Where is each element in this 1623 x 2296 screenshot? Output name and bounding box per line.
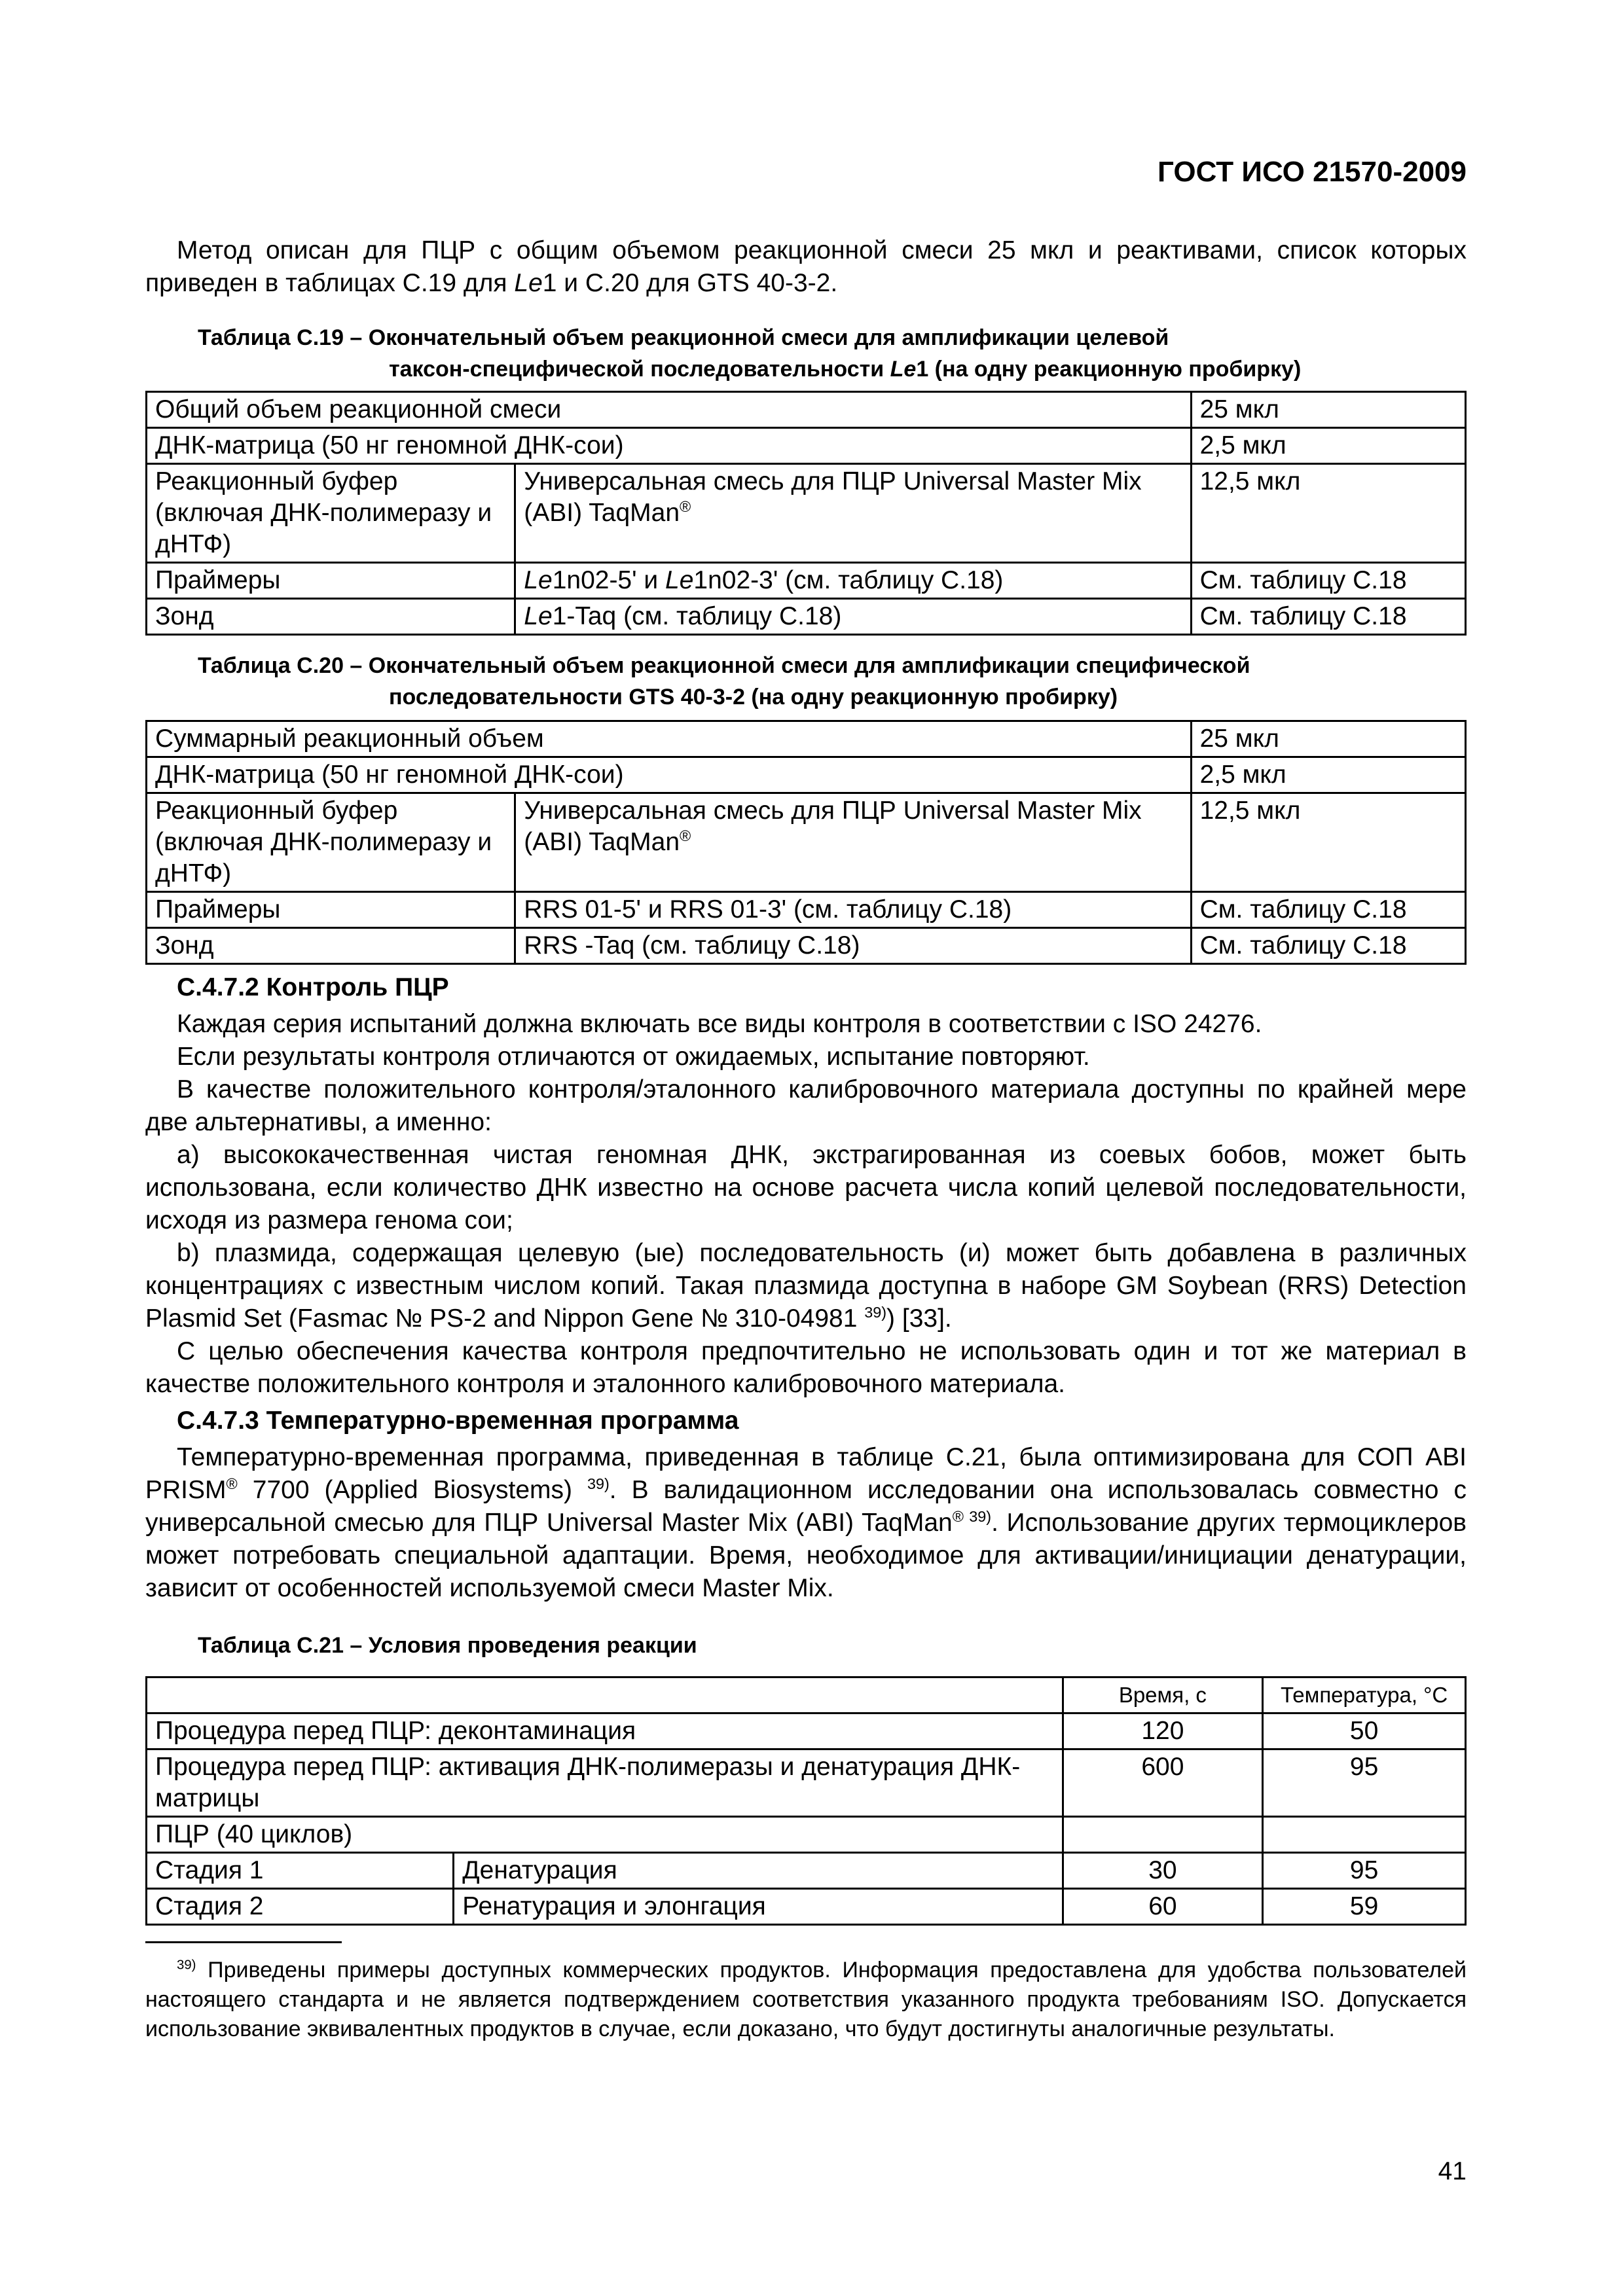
section-heading: С.4.7.3 Температурно-временная программа (177, 1407, 739, 1435)
document-id-header: ГОСТ ИСО 21570-2009 (1157, 156, 1467, 188)
table-c21 (145, 1676, 1467, 1926)
table-row: Процедура перед ПЦР: деконтаминация 120 50 (147, 1713, 1466, 1749)
table-row: Реакционный буфер (включая ДНК-полимеразу и дНТФ) Универсальная смесь для ПЦР Universal Master Mix (ABI) TaqMan® 12,5 мкл (147, 793, 1466, 892)
table-row: ПЦР (40 циклов) (147, 1817, 1466, 1853)
table-c20-caption: Таблица С.20 – Окончательный объем реакционной смеси для амплификации специфической последовательности GTS 40-3-2 (на одну реакционную пробирку) (198, 653, 1250, 709)
table-header-row: Время, с Температура, °С (147, 1677, 1466, 1713)
table-row: Праймеры RRS 01-5' и RRS 01-3' (см. таблицу С.18) См. таблицу С.18 (147, 892, 1466, 928)
table-row: Общий объем реакционной смеси 25 мкл (147, 392, 1466, 428)
footnote: $^{39)}$ Приведены примеры доступных коммерческих продуктов. Информация предоставлена для удобства пользователей настоящего стандарта и не является подтверждением соответствия указанного продукта требованиям ISO. Допускается использование эквивалентных продуктов в случае, если доказано, что будут достигнуты аналогичные результаты. (145, 1958, 1467, 2041)
section-c472: С.4.7.2 Контроль ПЦР Каждая серия испытаний должна включать все виды контроля в соответствии с ISO 24276. Если результаты контроля отличаются от ожидаемых, испытание повторяют. В качестве положительного контроля/эталонного калибровочного материала доступны по крайней мере две альтернативы, а именно: а) высококачественная чистая геномная ДНК, экстрагированная из соевых бобов, может быть использована, если количество ДНК известно на основе расчета числа копий целевой последовательности, исходя из размера генома сои; b) плазмида, содержащая целевую (ые) последовательность (и) может быть добавлена в различных концентрациях с известным числом копий. Такая плазмида доступна в наборе GM Soybean (RRS) Detection Plasmid Set (Fasmac № PS-2 and Nippon Gene № 310-04981 $^{39)}$) [33]. С целью обеспечения качества контроля предпочтительно не использовать один и тот же материал в качестве положительного контроля и эталонного калибровочного материала. (145, 971, 1467, 1401)
table-c21-caption: Таблица С.21 – Условия проведения реакции (198, 1633, 697, 1658)
table-row: Суммарный реакционный объем 25 мкл (147, 721, 1466, 757)
table-row: Реакционный буфер (включая ДНК-полимеразу и дНТФ) Универсальная смесь для ПЦР Universal Master Mix (ABI) TaqMan® 12,5 мкл (147, 464, 1466, 563)
table-row: Зонд RRS -Taq (см. таблицу С.18) См. таблицу С.18 (147, 928, 1466, 964)
table-row: Стадия 1 Денатурация 30 95 (147, 1853, 1466, 1889)
footnote-divider (145, 1941, 342, 1943)
table-row: Зонд Le1-Taq (см. таблицу С.18) См. таблицу С.18 (147, 599, 1466, 635)
table-row: ДНК-матрица (50 нг геномной ДНК-сои) 2,5 мкл (147, 428, 1466, 464)
table-row: Стадия 2 Ренатурация и элонгация 60 59 (147, 1889, 1466, 1925)
section-heading: С.4.7.2 Контроль ПЦР (177, 973, 449, 1001)
table-c20 (145, 720, 1467, 965)
page-number: 41 (1438, 2157, 1467, 2185)
table-c19 (145, 391, 1467, 636)
section-c473: С.4.7.3 Температурно-временная программа Температурно-временная программа, приведенная в таблице С.21, была оптимизирована для СОП ABI PRISM® 7700 (Applied Biosystems) $^{39)}$. В валидационном исследовании она использовалась совместно с универсальной смесью для ПЦР Universal Master Mix (ABI) TaqMan$^{® 39)}$. Использование других термоциклеров может потребовать специальной адаптации. Время, необходимое для активации/инициации денатурации, зависит от особенностей используемой смеси Master Mix. (145, 1405, 1467, 1605)
table-row: ДНК-матрица (50 нг геномной ДНК-сои) 2,5 мкл (147, 757, 1466, 793)
table-row: Праймеры Le1n02-5' и Le1n02-3' (см. таблицу С.18) См. таблицу С.18 (147, 563, 1466, 599)
intro-paragraph: Метод описан для ПЦР с общим объемом реакционной смеси 25 мкл и реактивами, список которых приведен в таблицах С.19 для Le1 и С.20 для GTS 40-3-2. (145, 236, 1467, 297)
table-c19-caption: Таблица С.19 – Окончательный объем реакционной смеси для амплификации целевой таксон-специфической последовательности Le1 (на одну реакционную пробирку) (198, 325, 1302, 382)
table-row: Процедура перед ПЦР: активация ДНК-полимеразы и денатурация ДНК-матрицы 600 95 (147, 1749, 1466, 1817)
